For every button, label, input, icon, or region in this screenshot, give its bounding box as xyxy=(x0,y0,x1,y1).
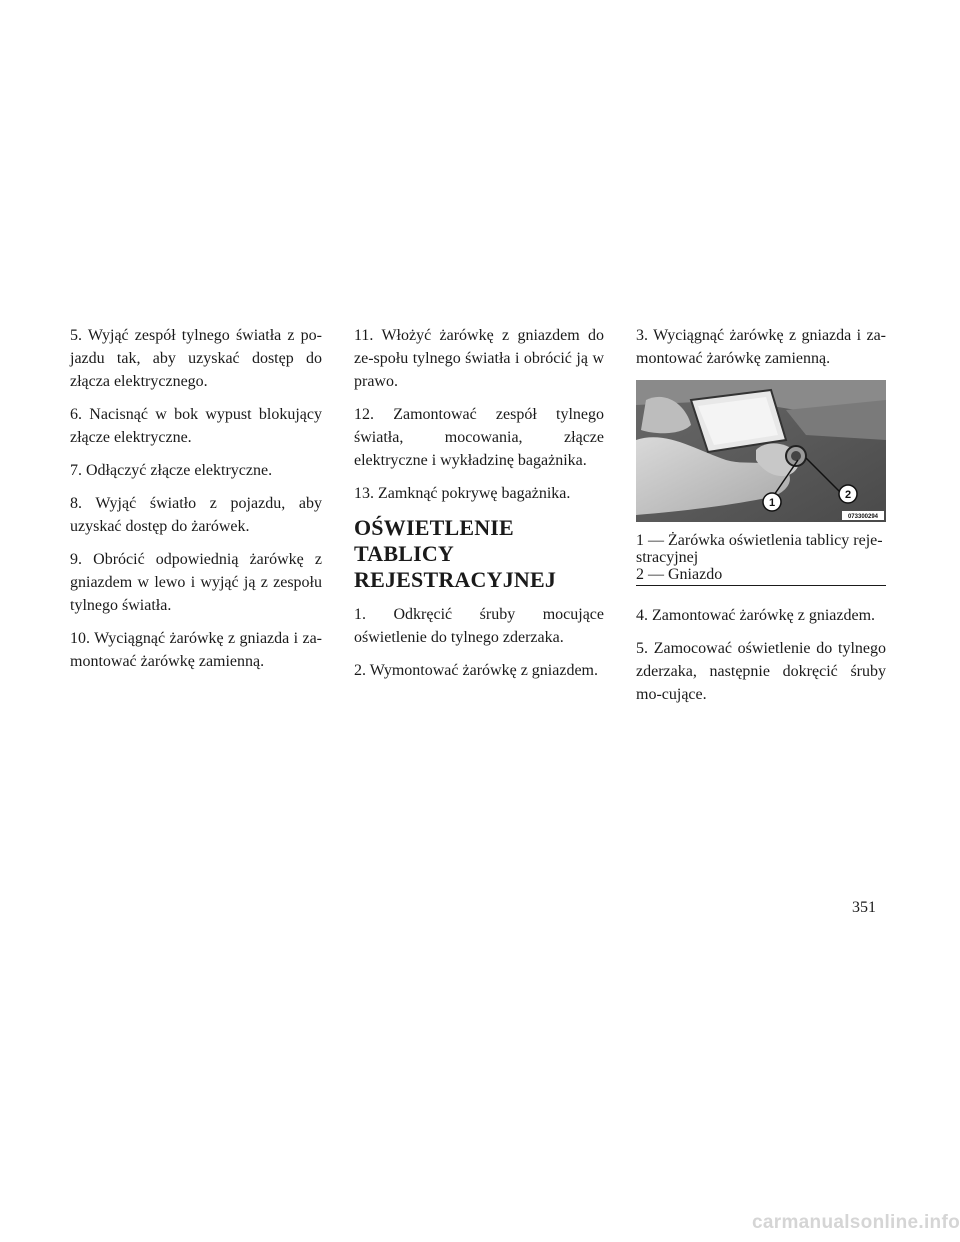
step-6-press-lock-tab: 6. Nacisnąć w bok wypust blokujący złącze elektryczne. xyxy=(70,406,322,446)
step-13-close-trunk: 13. Zamknąć pokrywę bagażnika. xyxy=(354,485,571,502)
watermark: carmanualsonline.info xyxy=(752,1212,960,1233)
step-4-install-bulb: 4. Zamontować żarówkę z gniazdem. xyxy=(636,607,876,624)
step-12-install-lamp: 12. Zamontować zespół tylnego światła, mocowania, złącze elektryczne i wykładzinę bagażnika. xyxy=(354,406,604,469)
callout-1-label: 1 xyxy=(768,497,776,509)
figure-caption xyxy=(636,532,886,586)
step-3-replace-bulb: 3. Wyciągnąć żarówkę z gniazda i za-montować żarówkę zamienną. xyxy=(636,327,886,367)
caption-line-3: 2 — Gniazdo xyxy=(636,566,723,583)
step-5-remove-tail-lamp: 5. Wyjąć zespół tylnego światła z po-jazdu tak, aby uzyskać dostęp do złącza elektrycznego. xyxy=(70,327,322,390)
callout-2-label: 2 xyxy=(844,489,852,501)
license-lamp-illustration xyxy=(636,380,886,522)
column-1 xyxy=(70,324,322,683)
page-number: 351 xyxy=(852,899,876,916)
step-10-replace-bulb: 10. Wyciągnąć żarówkę z gniazda i za-montować żarówkę zamienną. xyxy=(70,630,322,670)
column-2 xyxy=(354,324,604,692)
figure-code: 073300294 xyxy=(847,514,879,520)
license-lamp-photo xyxy=(636,380,886,522)
step-2-remove-bulb: 2. Wymontować żarówkę z gniazdem. xyxy=(354,662,598,679)
caption-line-1: 1 — Żarówka oświetlenia tablicy reje- xyxy=(636,532,883,549)
section-heading-license-lamp xyxy=(354,515,604,593)
step-8-remove-lamp: 8. Wyjąć światło z pojazdu, aby uzyskać dostęp do żarówek. xyxy=(70,495,322,535)
step-7-disconnect-connector: 7. Odłączyć złącze elektryczne. xyxy=(70,462,273,479)
step-1-unscrew: 1. Odkręcić śruby mocujące oświetlenie do tylnego zderzaka. xyxy=(354,606,604,646)
caption-line-2: stracyjnej xyxy=(636,549,699,566)
section-heading-line-2: REJESTRACYJNEJ xyxy=(354,567,557,592)
section-heading-line-1: OŚWIETLENIE TABLICY xyxy=(354,515,514,566)
step-9-rotate-bulb: 9. Obrócić odpowiednią żarówkę z gniazdem w lewo i wyjąć ją z zespołu tylnego światła. xyxy=(70,551,322,614)
step-11-insert-bulb: 11. Włożyć żarówkę z gniazdem do ze-społu tylnego światła i obrócić ją w prawo. xyxy=(354,327,604,390)
step-5-fasten-lamp: 5. Zamocować oświetlenie do tylnego zderzaka, następnie dokręcić śruby mo-cujące. xyxy=(636,640,886,703)
column-3 xyxy=(636,324,886,716)
